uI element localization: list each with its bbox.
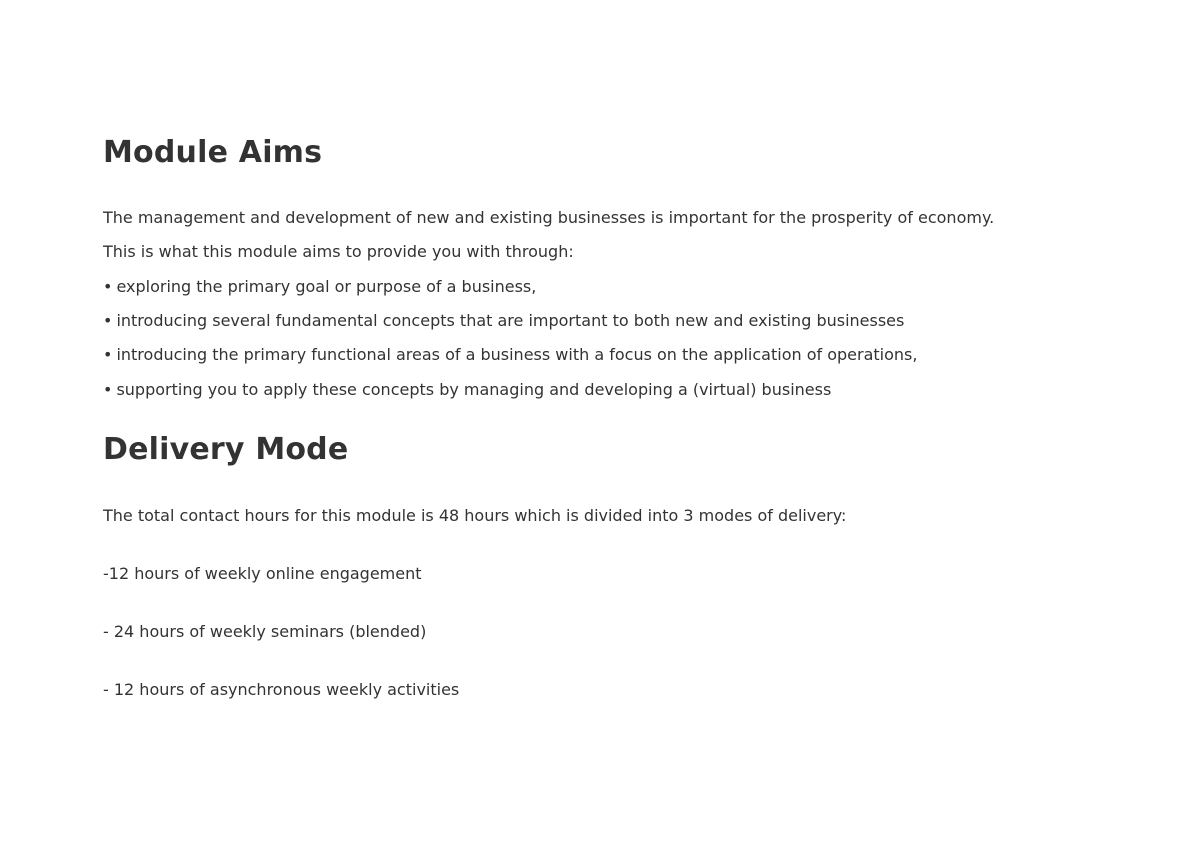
module-aims-bullet-item bbox=[103, 380, 831, 400]
module-aims-bullet-item bbox=[103, 311, 904, 331]
bullet-mark: • bbox=[103, 345, 113, 364]
module-aims-bullet-item bbox=[103, 277, 536, 297]
delivery-mode-intro: The total contact hours for this module is 48 hours which is divided into 3 modes of delivery: bbox=[103, 506, 847, 525]
module-aims-intro-line-2: This is what this module aims to provide you with through: bbox=[103, 242, 574, 261]
bullet-text: supporting you to apply these concepts by managing and developing a (virtual) business bbox=[116, 380, 832, 399]
delivery-mode-item: - 24 hours of weekly seminars (blended) bbox=[103, 622, 427, 641]
bullet-mark: • bbox=[103, 277, 113, 296]
module-aims-intro-line-1: The management and development of new and existing businesses is important for the prosperity of economy. bbox=[103, 208, 995, 227]
module-aims-heading: Module Aims bbox=[103, 135, 323, 170]
bullet-text: introducing several fundamental concepts that are important to both new and existing businesses bbox=[116, 311, 905, 330]
delivery-mode-item: - 12 hours of asynchronous weekly activities bbox=[103, 680, 460, 699]
bullet-mark: • bbox=[103, 380, 113, 399]
bullet-text: introducing the primary functional areas of a business with a focus on the application of operations, bbox=[116, 345, 918, 364]
module-aims-bullet-item bbox=[103, 345, 917, 365]
delivery-mode-item: -12 hours of weekly online engagement bbox=[103, 564, 422, 583]
bullet-text: exploring the primary goal or purpose of a business, bbox=[116, 277, 537, 296]
bullet-mark: • bbox=[103, 311, 113, 330]
delivery-mode-heading: Delivery Mode bbox=[103, 432, 349, 467]
